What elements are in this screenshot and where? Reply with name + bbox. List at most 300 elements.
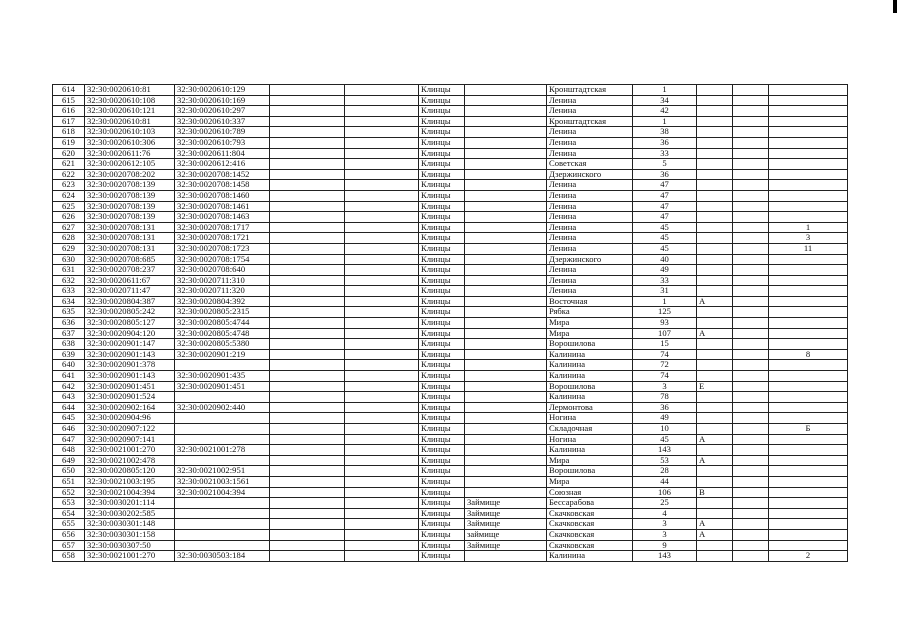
blank-cell-b <box>345 349 419 360</box>
cadastral-number-cell: 32:30:0020610:81 <box>85 85 175 96</box>
cadastral-number-cell: 32:30:0020610:121 <box>85 106 175 117</box>
street-cell: Кронштадтская <box>547 85 633 96</box>
row-number-cell: 644 <box>53 402 85 413</box>
cadastral-number-cell: 32:30:0020711:47 <box>85 286 175 297</box>
letter-cell <box>697 275 733 286</box>
letter-cell <box>697 466 733 477</box>
blank-cell-a <box>270 307 345 318</box>
blank-cell-a <box>270 275 345 286</box>
house-number-cell: 45 <box>633 233 697 244</box>
object-number-cell: 32:30:0020610:297 <box>175 106 270 117</box>
apartment-cell <box>769 318 848 329</box>
object-number-cell: 32:30:0020610:129 <box>175 85 270 96</box>
street-cell: Ворошилова <box>547 466 633 477</box>
city-cell: Клинцы <box>419 318 465 329</box>
cadastral-number-cell: 32:30:0030202:585 <box>85 508 175 519</box>
blank-cell-a <box>270 116 345 127</box>
building-cell <box>733 148 769 159</box>
blank-cell-a <box>270 180 345 191</box>
row-number-cell: 650 <box>53 466 85 477</box>
city-cell: Клинцы <box>419 349 465 360</box>
blank-cell-b <box>345 243 419 254</box>
cadastral-number-cell: 32:30:0020708:139 <box>85 190 175 201</box>
cadastral-number-cell: 32:30:0020904:120 <box>85 328 175 339</box>
blank-cell-a <box>270 381 345 392</box>
blank-cell-b <box>345 127 419 138</box>
cadastral-number-cell: 32:30:0020901:524 <box>85 392 175 403</box>
table-row <box>53 529 848 540</box>
apartment-cell <box>769 265 848 276</box>
settlement-cell <box>465 106 547 117</box>
blank-cell-b <box>345 85 419 96</box>
blank-cell-b <box>345 169 419 180</box>
building-cell <box>733 413 769 424</box>
house-number-cell: 3 <box>633 529 697 540</box>
cadastral-number-cell: 32:30:0021004:394 <box>85 487 175 498</box>
object-number-cell: 32:30:0020711:320 <box>175 286 270 297</box>
blank-cell-a <box>270 127 345 138</box>
letter-cell <box>697 402 733 413</box>
city-cell: Клинцы <box>419 275 465 286</box>
apartment-cell <box>769 434 848 445</box>
apartment-cell <box>769 180 848 191</box>
table-row <box>53 508 848 519</box>
building-cell <box>733 95 769 106</box>
street-cell: Союзная <box>547 487 633 498</box>
letter-cell <box>697 85 733 96</box>
row-number-cell: 643 <box>53 392 85 403</box>
apartment-cell <box>769 95 848 106</box>
city-cell: Клинцы <box>419 360 465 371</box>
object-number-cell: 32:30:0020708:1463 <box>175 212 270 223</box>
street-cell: Мира <box>547 318 633 329</box>
settlement-cell <box>465 307 547 318</box>
table-row <box>53 85 848 96</box>
letter-cell <box>697 307 733 318</box>
street-cell: Дзержинского <box>547 254 633 265</box>
table-row <box>53 455 848 466</box>
letter-cell: А <box>697 296 733 307</box>
table-row <box>53 254 848 265</box>
house-number-cell: 28 <box>633 466 697 477</box>
house-number-cell: 72 <box>633 360 697 371</box>
object-number-cell: 32:30:0020901:219 <box>175 349 270 360</box>
table-row <box>53 349 848 360</box>
letter-cell: А <box>697 519 733 530</box>
house-number-cell: 10 <box>633 424 697 435</box>
blank-cell-a <box>270 106 345 117</box>
cadastral-number-cell: 32:30:0021001:270 <box>85 551 175 562</box>
blank-cell-a <box>270 243 345 254</box>
apartment-cell <box>769 476 848 487</box>
table-row <box>53 212 848 223</box>
city-cell: Клинцы <box>419 127 465 138</box>
street-cell: Ленина <box>547 148 633 159</box>
blank-cell-b <box>345 508 419 519</box>
settlement-cell <box>465 286 547 297</box>
table-row <box>53 95 848 106</box>
building-cell <box>733 381 769 392</box>
settlement-cell <box>465 159 547 170</box>
blank-cell-b <box>345 212 419 223</box>
settlement-cell <box>465 381 547 392</box>
apartment-cell <box>769 190 848 201</box>
blank-cell-a <box>270 413 345 424</box>
object-number-cell: 32:30:0020804:392 <box>175 296 270 307</box>
letter-cell: А <box>697 529 733 540</box>
apartment-cell <box>769 381 848 392</box>
row-number-cell: 647 <box>53 434 85 445</box>
letter-cell: В <box>697 487 733 498</box>
city-cell: Клинцы <box>419 551 465 562</box>
letter-cell <box>697 476 733 487</box>
apartment-cell <box>769 148 848 159</box>
table-row <box>53 159 848 170</box>
blank-cell-b <box>345 529 419 540</box>
city-cell: Клинцы <box>419 286 465 297</box>
house-number-cell: 38 <box>633 127 697 138</box>
row-number-cell: 622 <box>53 169 85 180</box>
table-row <box>53 106 848 117</box>
object-number-cell: 32:30:0020708:1458 <box>175 180 270 191</box>
row-number-cell: 625 <box>53 201 85 212</box>
city-cell: Клинцы <box>419 180 465 191</box>
blank-cell-a <box>270 519 345 530</box>
apartment-cell <box>769 275 848 286</box>
object-number-cell: 32:30:0020610:793 <box>175 137 270 148</box>
letter-cell: А <box>697 434 733 445</box>
row-number-cell: 624 <box>53 190 85 201</box>
apartment-cell <box>769 106 848 117</box>
table-row <box>53 466 848 477</box>
blank-cell-a <box>270 159 345 170</box>
building-cell <box>733 360 769 371</box>
house-number-cell: 15 <box>633 339 697 350</box>
object-number-cell <box>175 392 270 403</box>
settlement-cell: займище <box>465 529 547 540</box>
blank-cell-a <box>270 296 345 307</box>
row-number-cell: 630 <box>53 254 85 265</box>
city-cell: Клинцы <box>419 307 465 318</box>
street-cell: Ленина <box>547 233 633 244</box>
settlement-cell: Займище <box>465 519 547 530</box>
object-number-cell: 32:30:0020610:789 <box>175 127 270 138</box>
street-cell: Советская <box>547 159 633 170</box>
object-number-cell <box>175 360 270 371</box>
settlement-cell <box>465 222 547 233</box>
settlement-cell <box>465 95 547 106</box>
row-number-cell: 632 <box>53 275 85 286</box>
table-row <box>53 296 848 307</box>
row-number-cell: 641 <box>53 371 85 382</box>
blank-cell-b <box>345 296 419 307</box>
object-number-cell: 32:30:0021001:278 <box>175 445 270 456</box>
register-table-body <box>53 85 848 562</box>
table-row <box>53 339 848 350</box>
apartment-cell <box>769 339 848 350</box>
blank-cell-b <box>345 137 419 148</box>
blank-cell-b <box>345 413 419 424</box>
house-number-cell: 45 <box>633 222 697 233</box>
house-number-cell: 33 <box>633 148 697 159</box>
street-cell: Ворошилова <box>547 381 633 392</box>
apartment-cell <box>769 360 848 371</box>
row-number-cell: 646 <box>53 424 85 435</box>
apartment-cell: 2 <box>769 551 848 562</box>
letter-cell <box>697 116 733 127</box>
city-cell: Клинцы <box>419 95 465 106</box>
city-cell: Клинцы <box>419 381 465 392</box>
building-cell <box>733 371 769 382</box>
blank-cell-a <box>270 551 345 562</box>
building-cell <box>733 349 769 360</box>
city-cell: Клинцы <box>419 265 465 276</box>
cadastral-number-cell: 32:30:0030301:148 <box>85 519 175 530</box>
settlement-cell <box>465 551 547 562</box>
blank-cell-b <box>345 159 419 170</box>
street-cell: Дзержинского <box>547 169 633 180</box>
house-number-cell: 125 <box>633 307 697 318</box>
blank-cell-a <box>270 455 345 466</box>
building-cell <box>733 222 769 233</box>
apartment-cell <box>769 540 848 551</box>
row-number-cell: 615 <box>53 95 85 106</box>
letter-cell <box>697 265 733 276</box>
building-cell <box>733 190 769 201</box>
letter-cell <box>697 106 733 117</box>
street-cell: Складочная <box>547 424 633 435</box>
house-number-cell: 36 <box>633 137 697 148</box>
building-cell <box>733 328 769 339</box>
table-row <box>53 222 848 233</box>
table-row <box>53 307 848 318</box>
street-cell: Восточная <box>547 296 633 307</box>
object-number-cell: 32:30:0020708:1754 <box>175 254 270 265</box>
house-number-cell: 49 <box>633 265 697 276</box>
settlement-cell <box>465 137 547 148</box>
table-row <box>53 381 848 392</box>
row-number-cell: 621 <box>53 159 85 170</box>
house-number-cell: 3 <box>633 519 697 530</box>
table-row <box>53 137 848 148</box>
cadastral-number-cell: 32:30:0021003:195 <box>85 476 175 487</box>
row-number-cell: 655 <box>53 519 85 530</box>
house-number-cell: 107 <box>633 328 697 339</box>
cadastral-number-cell: 32:30:0020610:306 <box>85 137 175 148</box>
row-number-cell: 654 <box>53 508 85 519</box>
apartment-cell <box>769 487 848 498</box>
letter-cell <box>697 190 733 201</box>
street-cell: Мира <box>547 455 633 466</box>
apartment-cell <box>769 254 848 265</box>
house-number-cell: 36 <box>633 402 697 413</box>
property-register-table <box>52 84 848 562</box>
cadastral-number-cell: 32:30:0021001:270 <box>85 445 175 456</box>
blank-cell-b <box>345 402 419 413</box>
object-number-cell: 32:30:0030503:184 <box>175 551 270 562</box>
city-cell: Клинцы <box>419 402 465 413</box>
city-cell: Клинцы <box>419 190 465 201</box>
house-number-cell: 53 <box>633 455 697 466</box>
building-cell <box>733 551 769 562</box>
letter-cell <box>697 540 733 551</box>
building-cell <box>733 127 769 138</box>
blank-cell-b <box>345 318 419 329</box>
cadastral-number-cell: 32:30:0020610:81 <box>85 116 175 127</box>
blank-cell-a <box>270 212 345 223</box>
blank-cell-b <box>345 392 419 403</box>
street-cell: Рябка <box>547 307 633 318</box>
blank-cell-b <box>345 476 419 487</box>
object-number-cell: 32:30:0021002:951 <box>175 466 270 477</box>
table-row <box>53 201 848 212</box>
row-number-cell: 620 <box>53 148 85 159</box>
row-number-cell: 635 <box>53 307 85 318</box>
letter-cell <box>697 392 733 403</box>
cadastral-number-cell: 32:30:0020902:164 <box>85 402 175 413</box>
blank-cell-a <box>270 466 345 477</box>
blank-cell-b <box>345 201 419 212</box>
cadastral-number-cell: 32:30:0020708:139 <box>85 201 175 212</box>
blank-cell-a <box>270 169 345 180</box>
object-number-cell <box>175 540 270 551</box>
city-cell: Клинцы <box>419 339 465 350</box>
settlement-cell <box>465 402 547 413</box>
city-cell: Клинцы <box>419 371 465 382</box>
street-cell: Скачковская <box>547 519 633 530</box>
building-cell <box>733 159 769 170</box>
blank-cell-a <box>270 476 345 487</box>
object-number-cell: 32:30:0020901:451 <box>175 381 270 392</box>
table-row <box>53 402 848 413</box>
building-cell <box>733 508 769 519</box>
apartment-cell <box>769 137 848 148</box>
house-number-cell: 33 <box>633 275 697 286</box>
building-cell <box>733 519 769 530</box>
building-cell <box>733 307 769 318</box>
settlement-cell <box>465 254 547 265</box>
city-cell: Клинцы <box>419 222 465 233</box>
city-cell: Клинцы <box>419 424 465 435</box>
blank-cell-b <box>345 233 419 244</box>
settlement-cell: Займище <box>465 508 547 519</box>
city-cell: Клинцы <box>419 296 465 307</box>
blank-cell-a <box>270 222 345 233</box>
settlement-cell <box>465 424 547 435</box>
cadastral-number-cell: 32:30:0030301:158 <box>85 529 175 540</box>
house-number-cell: 25 <box>633 498 697 509</box>
street-cell: Ленина <box>547 190 633 201</box>
apartment-cell <box>769 402 848 413</box>
blank-cell-b <box>345 180 419 191</box>
house-number-cell: 4 <box>633 508 697 519</box>
cadastral-number-cell: 32:30:0020708:131 <box>85 233 175 244</box>
house-number-cell: 143 <box>633 445 697 456</box>
table-row <box>53 476 848 487</box>
apartment-cell <box>769 392 848 403</box>
city-cell: Клинцы <box>419 498 465 509</box>
apartment-cell: 8 <box>769 349 848 360</box>
house-number-cell: 1 <box>633 296 697 307</box>
house-number-cell: 40 <box>633 254 697 265</box>
cadastral-number-cell: 32:30:0020708:139 <box>85 212 175 223</box>
object-number-cell: 32:30:0020708:1461 <box>175 201 270 212</box>
cadastral-number-cell: 32:30:0020708:685 <box>85 254 175 265</box>
street-cell: Калинина <box>547 392 633 403</box>
street-cell: Ленина <box>547 180 633 191</box>
object-number-cell: 32:30:0020901:435 <box>175 371 270 382</box>
settlement-cell <box>465 190 547 201</box>
blank-cell-b <box>345 381 419 392</box>
letter-cell <box>697 159 733 170</box>
row-number-cell: 639 <box>53 349 85 360</box>
building-cell <box>733 180 769 191</box>
blank-cell-a <box>270 434 345 445</box>
blank-cell-b <box>345 190 419 201</box>
cadastral-number-cell: 32:30:0020708:139 <box>85 180 175 191</box>
blank-cell-b <box>345 106 419 117</box>
cadastral-number-cell: 32:30:0020904:96 <box>85 413 175 424</box>
apartment-cell: 3 <box>769 233 848 244</box>
apartment-cell: 11 <box>769 243 848 254</box>
blank-cell-a <box>270 148 345 159</box>
table-row <box>53 286 848 297</box>
table-row <box>53 169 848 180</box>
blank-cell-a <box>270 402 345 413</box>
blank-cell-a <box>270 424 345 435</box>
settlement-cell <box>465 148 547 159</box>
street-cell: Ленина <box>547 106 633 117</box>
building-cell <box>733 85 769 96</box>
row-number-cell: 617 <box>53 116 85 127</box>
letter-cell <box>697 445 733 456</box>
object-number-cell: 32:30:0020708:640 <box>175 265 270 276</box>
apartment-cell <box>769 328 848 339</box>
object-number-cell: 32:30:0020610:169 <box>175 95 270 106</box>
letter-cell <box>697 286 733 297</box>
table-row <box>53 540 848 551</box>
building-cell <box>733 466 769 477</box>
letter-cell <box>697 137 733 148</box>
blank-cell-b <box>345 148 419 159</box>
apartment-cell <box>769 296 848 307</box>
row-number-cell: 651 <box>53 476 85 487</box>
blank-cell-b <box>345 540 419 551</box>
row-number-cell: 653 <box>53 498 85 509</box>
street-cell: Мира <box>547 476 633 487</box>
apartment-cell <box>769 116 848 127</box>
house-number-cell: 5 <box>633 159 697 170</box>
building-cell <box>733 212 769 223</box>
row-number-cell: 628 <box>53 233 85 244</box>
city-cell: Клинцы <box>419 243 465 254</box>
row-number-cell: 631 <box>53 265 85 276</box>
blank-cell-b <box>345 424 419 435</box>
house-number-cell: 74 <box>633 371 697 382</box>
house-number-cell: 49 <box>633 413 697 424</box>
city-cell: Клинцы <box>419 106 465 117</box>
city-cell: Клинцы <box>419 508 465 519</box>
house-number-cell: 31 <box>633 286 697 297</box>
building-cell <box>733 529 769 540</box>
city-cell: Клинцы <box>419 413 465 424</box>
blank-cell-b <box>345 254 419 265</box>
table-row <box>53 265 848 276</box>
street-cell: Ленина <box>547 201 633 212</box>
settlement-cell <box>465 328 547 339</box>
blank-cell-a <box>270 498 345 509</box>
city-cell: Клинцы <box>419 466 465 477</box>
